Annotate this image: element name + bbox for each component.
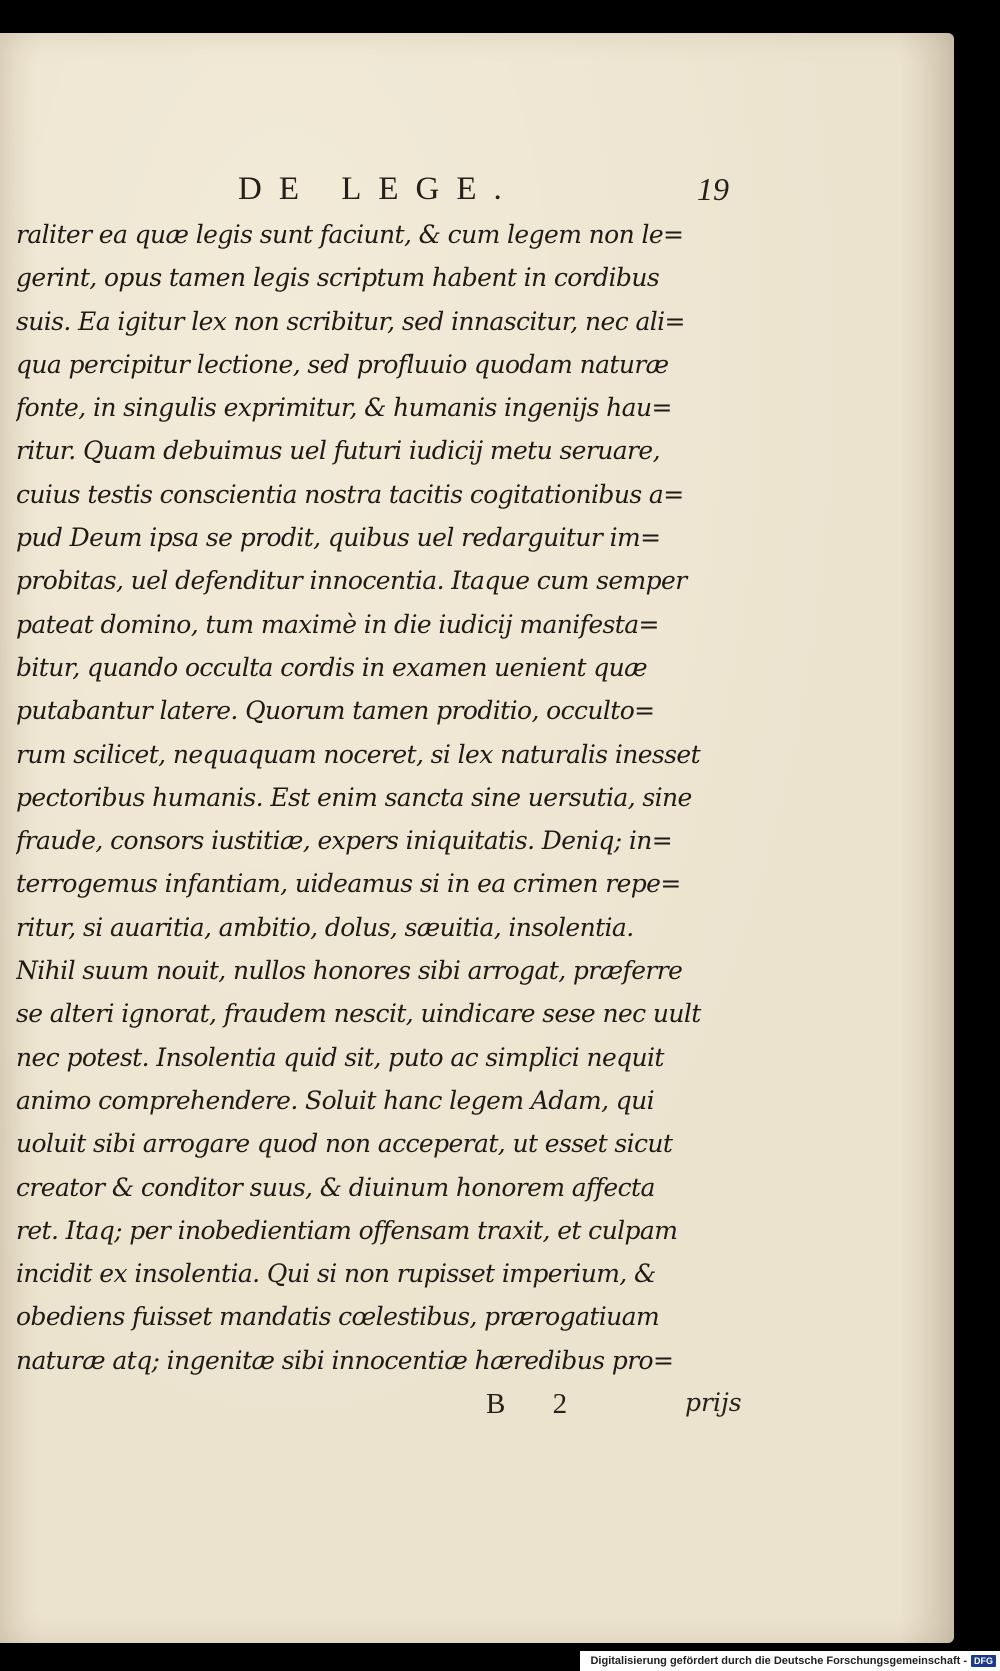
text-line: qua percipitur lectione, sed profluuio quodam naturæ [16, 349, 669, 379]
text-line: fonte, in singulis exprimitur, & humanis ingenijs hau= [16, 393, 672, 423]
text-line: creator & conditor suus, & diuinum honorem affecta [16, 1172, 655, 1202]
signature-mark: B 2 [486, 1388, 568, 1420]
text-line: nec potest. Insolentia quid sit, puto ac simplici nequit [16, 1042, 664, 1072]
text-line: uoluit sibi arrogare quod non acceperat, ut esset sicut [16, 1129, 673, 1159]
page-footer [0, 1388, 954, 1432]
text-line: naturæ atq; ingenitæ sibi innocentiæ hæredibus pro= [16, 1345, 674, 1375]
text-line: raliter ea quæ legis sunt faciunt, & cum legem non le= [16, 220, 684, 249]
text-line: probitas, uel defenditur innocentia. Itaque cum semper [16, 566, 687, 596]
page-number: 19 [697, 171, 729, 207]
text-line: terrogemus infantiam, uideamus si in ea crimen repe= [16, 869, 681, 899]
text-line: ritur, si auaritia, ambitio, dolus, sæuitia, insolentia. [16, 912, 634, 942]
page-header [0, 171, 954, 211]
text-line: pectoribus humanis. Est enim sancta sine uersutia, sine [16, 782, 692, 812]
text-line: ritur. Quam debuimus uel futuri iudicij metu seruare, [16, 436, 660, 466]
text-line: incidit ex insolentia. Qui si non rupisset imperium, & [16, 1259, 656, 1289]
text-line: suis. Ea igitur lex non scribitur, sed innascitur, nec ali= [16, 306, 685, 336]
catchword: prijs [685, 1388, 742, 1417]
text-line: ret. Itaq; per inobedientiam offensam traxit, et culpam [16, 1215, 678, 1245]
body-text [16, 213, 746, 1382]
text-line: pud Deum ipsa se prodit, quibus uel redarguitur im= [16, 523, 661, 553]
text-line: pateat domino, tum maximè in die iudicij manifesta= [16, 609, 659, 639]
text-line: rum scilicet, nequaquam noceret, si lex naturalis inesset [16, 739, 701, 769]
running-head: DE LEGE. [238, 171, 519, 207]
book-page [0, 33, 954, 1643]
digitization-credit [580, 1651, 1000, 1671]
text-line: se alteri ignorat, fraudem nescit, uindicare sese nec uult [16, 999, 701, 1029]
text-line: cuius testis conscientia nostra tacitis cogitationibus a= [16, 479, 684, 509]
text-line: bitur, quando occulta cordis in examen uenient quæ [16, 652, 648, 682]
text-line: gerint, opus tamen legis scriptum habent in cordibus [16, 263, 660, 293]
text-line: animo comprehendere. Soluit hanc legem Adam, qui [16, 1085, 655, 1115]
credit-text: Digitalisierung gefördert durch die Deutsche Forschungsgemeinschaft - [590, 1655, 967, 1667]
text-line: putabantur latere. Quorum tamen proditio, occulto= [16, 696, 655, 726]
text-line: obediens fuisset mandatis cœlestibus, prærogatiuam [16, 1302, 660, 1332]
dfg-logo-icon: DFG [971, 1655, 996, 1667]
text-line: fraude, consors iustitiæ, expers iniquitatis. Deniq; in= [16, 826, 673, 856]
text-line: Nihil suum nouit, nullos honores sibi arrogat, præferre [16, 956, 683, 986]
